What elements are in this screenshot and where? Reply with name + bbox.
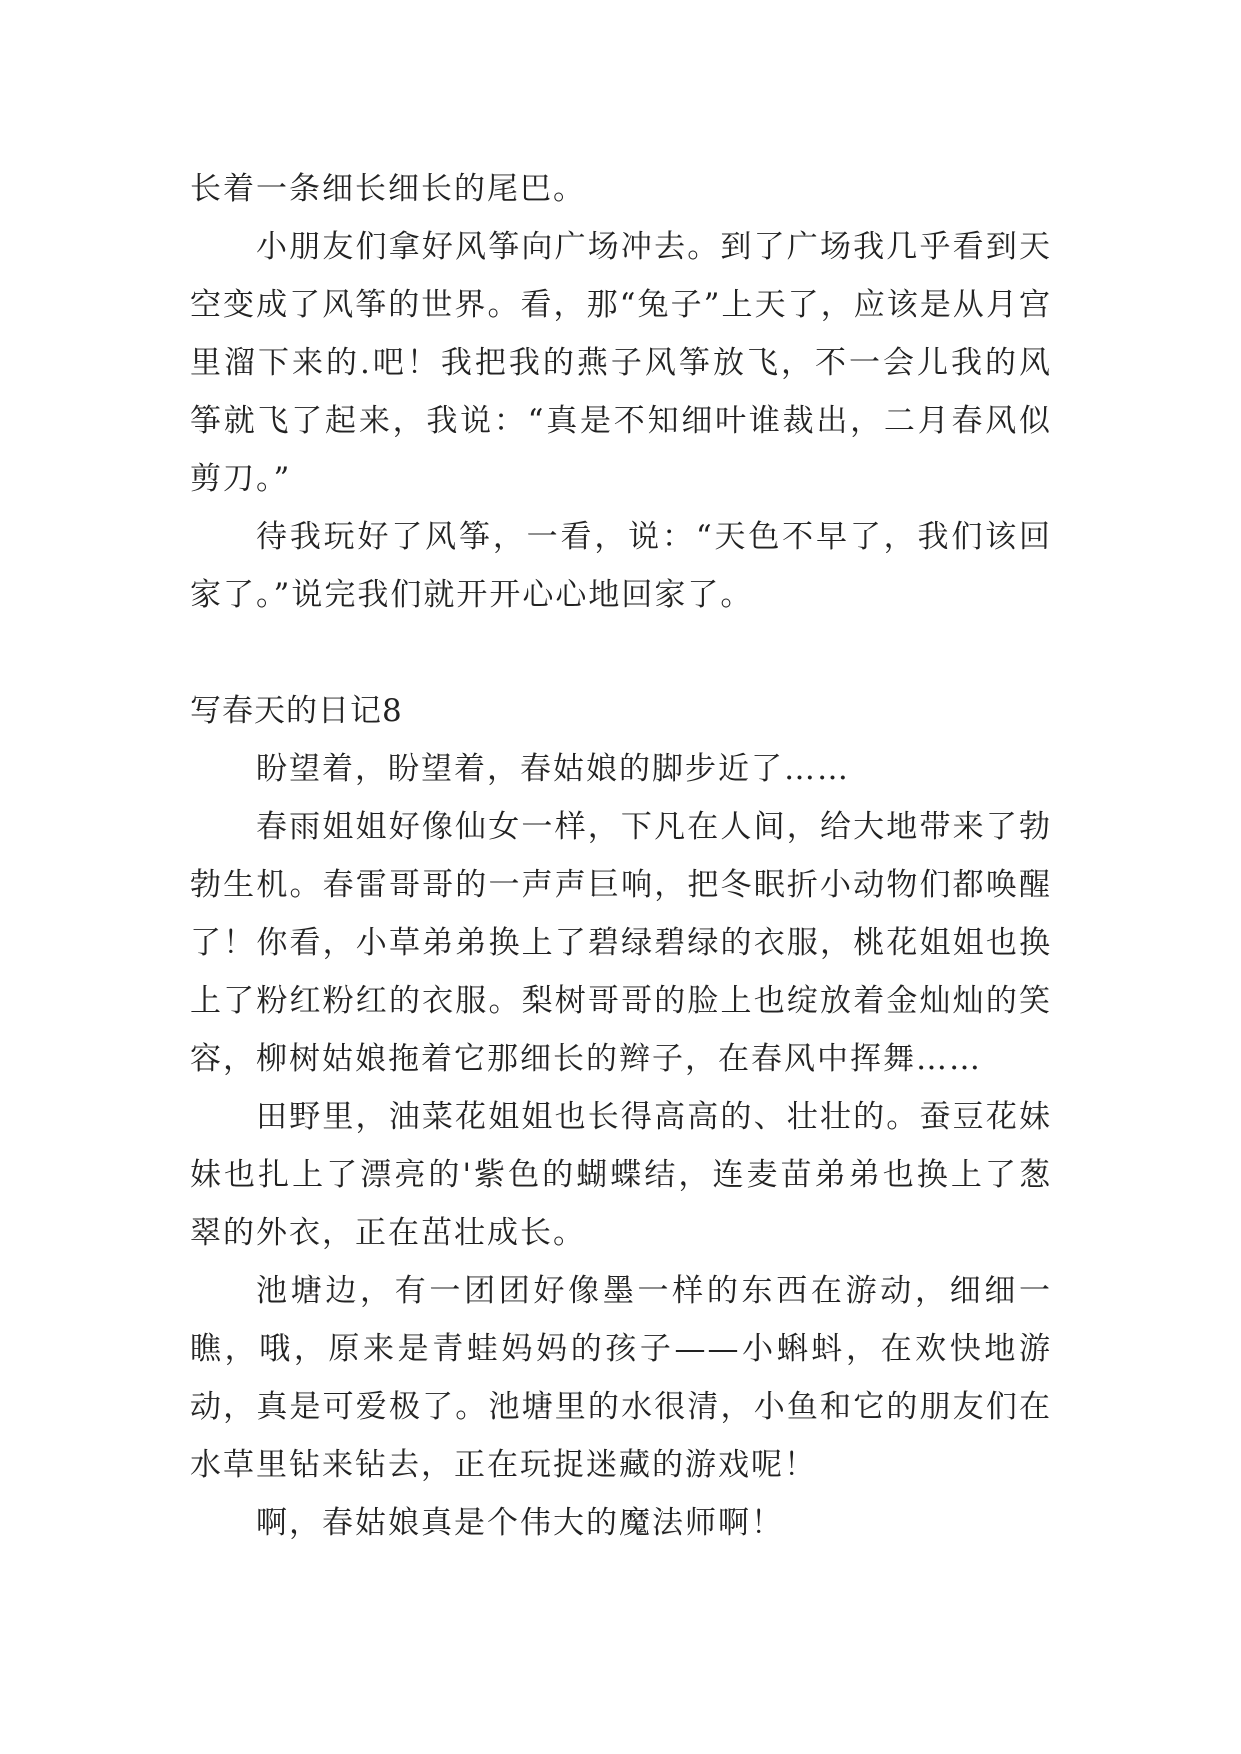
paragraph: 田野里，油菜花姐姐也长得高高的、壮壮的。蚕豆花妹妹也扎上了漂亮的'紫色的蝴蝶结，连麦苗弟弟也换上了葱翠的外衣，正在茁壮成长。 bbox=[190, 1099, 1052, 1251]
paragraph: 池塘边，有一团团好像墨一样的东西在游动，细细一瞧，哦，原来是青蛙妈妈的孩子——小蝌蚪，在欢快地游动，真是可爱极了。池塘里的水很清，小鱼和它的朋友们在水草里钻来钻去，正在玩捉迷藏的游戏呢！ bbox=[190, 1273, 1052, 1483]
paragraph: 待我玩好了风筝，一看，说：“天色不早了，我们该回家了。”说完我们就开开心心地回家了。 bbox=[190, 519, 1052, 613]
paragraph: 长着一条细长细长的尾巴。 bbox=[190, 171, 586, 207]
section-title: 写春天的日记8 bbox=[190, 693, 403, 729]
paragraph: 啊，春姑娘真是个伟大的魔法师啊！ bbox=[256, 1505, 784, 1541]
document-body bbox=[190, 160, 1052, 1552]
paragraph: 盼望着，盼望着，春姑娘的脚步近了…… bbox=[256, 751, 850, 787]
paragraph: 春雨姐姐好像仙女一样，下凡在人间，给大地带来了勃勃生机。春雷哥哥的一声声巨响，把冬眠折小动物们都唤醒了！你看，小草弟弟换上了碧绿碧绿的衣服，桃花姐姐也换上了粉红粉红的衣服。梨树哥哥的脸上也绽放着金灿灿的笑容，柳树姑娘拖着它那细长的辫子，在春风中挥舞…… bbox=[190, 809, 1052, 1077]
paragraph: 小朋友们拿好风筝向广场冲去。到了广场我几乎看到天空变成了风筝的世界。看，那“兔子”上天了，应该是从月宫里溜下来的.吧！我把我的燕子风筝放飞，不一会儿我的风筝就飞了起来，我说：“真是不知细叶谁裁出，二月春风似剪刀。” bbox=[190, 229, 1052, 497]
